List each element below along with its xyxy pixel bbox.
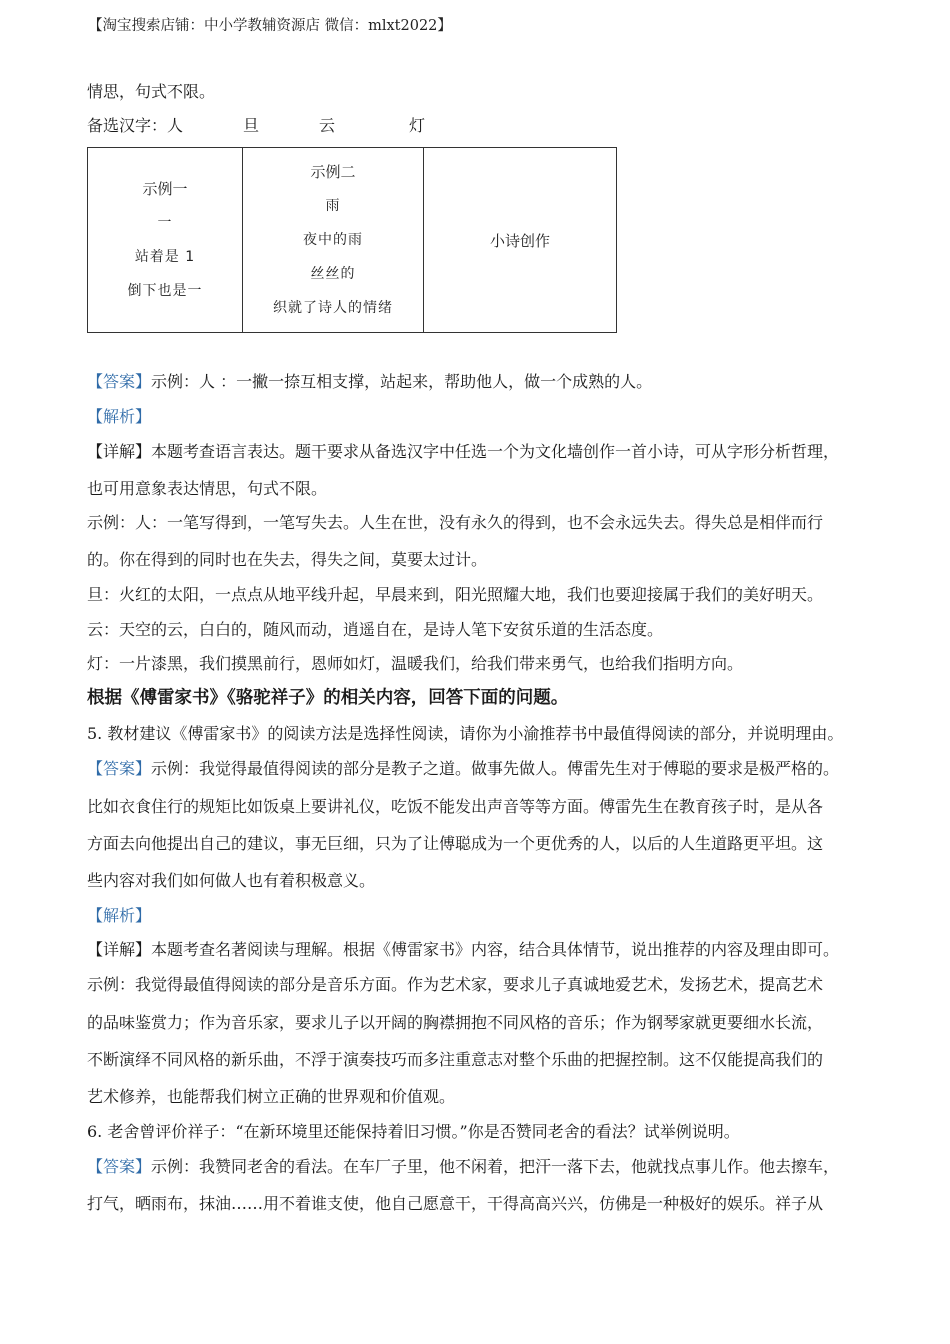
q6-answer: 【答案】示例：我赞同老舍的看法。在车厂子里，他不闲着，把汗一落下去，他就找点事儿作。他去擦车， [87,1157,840,1176]
q5-answer-cont: 些内容对我们如何做人也有着积极意义。 [87,871,376,890]
example-two-cell [243,148,424,333]
answer-tag: 【答案】 [87,759,152,778]
q4-detail-cont: 也可用意象表达情思，句式不限。 [87,479,328,498]
q5-answer-cont: 方面去向他提出自己的建议，事无巨细，只为了让傅聪成为一个更优秀的人，以后的人生道路更平坦。这 [87,834,824,853]
q5-example: 的品味鉴赏力；作为音乐家，要求儿子以开阔的胸襟拥抱不同风格的音乐；作为钢琴家就更要细水长流， [87,1013,824,1032]
example-one-title: 示例一 [142,180,188,198]
q5-question: 5. 教材建议《傅雷家书》的阅读方法是选择性阅读，请你为小渝推荐书中最值得阅读的部分，并说明理由。 [87,724,844,743]
example-two-line: 丝丝的 [310,266,356,282]
example-two-line: 织就了诗人的情绪 [273,300,393,316]
section-title: 根据《傅雷家书》《骆驼祥子》的相关内容，回答下面的问题。 [87,688,569,708]
q5-answer-cont: 比如衣食住行的规矩比如饭桌上要讲礼仪，吃饭不能发出声音等等方面。傅雷先生在教育孩子时，是从各 [87,797,824,816]
q4-example: 旦：火红的太阳，一点点从地平线升起，早晨来到，阳光照耀大地，我们也要迎接属于我们的美好明天。 [87,585,824,604]
q4-detail: 【详解】本题考查语言表达。题干要求从备选汉字中任选一个为文化墙创作一首小诗，可从字形分析哲理， [87,442,840,461]
q4-example: 的。你在得到的同时也在失去，得失之间，莫要太过计。 [87,550,488,569]
example-two-title: 示例二 [310,163,356,181]
example-two-line: 雨 [325,198,341,214]
answer-tag: 【答案】 [87,372,152,391]
example-one-line: 站着是 1 [134,249,196,265]
analysis-tag: 【解析】 [87,906,152,925]
q4-example: 灯：一片漆黑，我们摸黑前行，恩师如灯，温暖我们，给我们带来勇气，也给我们指明方向。 [87,654,744,673]
q6-answer-cont: 打气，晒雨布，抹油……用不着谁支使，他自己愿意干，干得高高兴兴，仿佛是一种极好的娱乐。祥子从 [87,1194,824,1213]
analysis-tag: 【解析】 [87,407,152,426]
option-char: 云 [319,116,336,135]
options-row [87,116,425,136]
example-one-cell [88,148,243,333]
poem-creation-cell [424,148,617,333]
q5-analysis [87,906,151,926]
q5-example: 艺术修养，也能帮我们树立正确的世界观和价值观。 [87,1087,456,1106]
q5-detail: 【详解】本题考查名著阅读与理解。根据《傅雷家书》内容，结合具体情节，说出推荐的内容及理由即可。 [87,940,840,959]
q5-example: 示例：我觉得最值得阅读的部分是音乐方面。作为艺术家，要求儿子真诚地爱艺术，发扬艺术，提高艺术 [87,975,824,994]
intro-tail: 情思，句式不限。 [87,82,216,101]
q4-example: 示例：人：一笔写得到，一笔写失去。人生在世，没有永久的得到，也不会永远失去。得失总是相伴而行 [87,513,824,532]
example-table [87,147,617,333]
example-one-line: 倒下也是一 [127,283,203,299]
answer-tag: 【答案】 [87,1157,152,1176]
example-one-line: 一 [157,215,173,231]
detail-tag: 【详解】 [87,940,152,959]
q4-answer: 【答案】示例：人 ：一撇一捺互相支撑，站起来，帮助他人，做一个成熟的人。 [87,372,653,391]
option-char: 人 [167,116,184,135]
q6-question: 6. 老舍曾评价祥子：“在新环境里还能保持着旧习惯。”你是否赞同老舍的看法？试举例说明。 [87,1122,740,1141]
options-label: 备选汉字： [87,116,168,135]
option-char: 旦 [243,116,260,135]
q4-example: 云：天空的云，白白的，随风而动，逍遥自在，是诗人笔下安贫乐道的生活态度。 [87,620,664,639]
poem-creation-label: 小诗创作 [489,231,550,250]
example-two-line: 夜中的雨 [303,232,363,248]
option-char: 灯 [409,116,426,135]
q4-analysis [87,407,151,427]
q5-answer: 【答案】示例：我觉得最值得阅读的部分是教子之道。做事先做人。傅雷先生对于傅聪的要求是极严格的。 [87,759,840,778]
detail-tag: 【详解】 [87,442,152,461]
page-header: 【淘宝搜索店铺：中小学教辅资源店 微信：mlxt2022】 [88,18,452,34]
q5-example: 不断演绎不同风格的新乐曲，不浮于演奏技巧而多注重意志对整个乐曲的把握控制。这不仅能提高我们的 [87,1050,824,1069]
